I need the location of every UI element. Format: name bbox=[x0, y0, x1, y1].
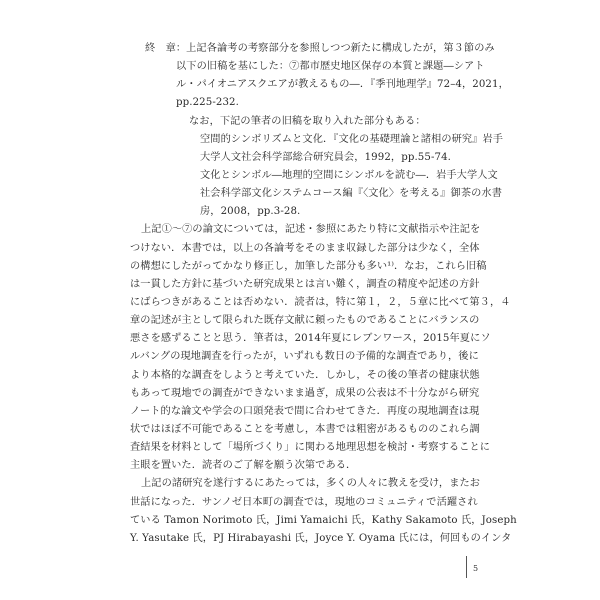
text-line: pp.225-232. bbox=[176, 97, 239, 109]
text-line: ル・パイオニアスクエアが教えるもの―．『季刊地理学』72–4，2021， bbox=[176, 79, 509, 91]
text-line: ノート的な論文や学会の口頭発表で間に合わせてきた．再度の現地調査は現 bbox=[130, 405, 480, 417]
text-line: 文化とシンボル―地理的空間にシンボルを読む―．岩手大学人文 bbox=[200, 170, 498, 181]
text-line: 以下の旧稿を基にした：⑦都市歴史地区保存の本質と課題―シアト bbox=[176, 61, 485, 73]
text-line: 章の記述が主として限られた既存文献に頼ったものであることにバランスの bbox=[130, 315, 480, 327]
text-line: 終 章：上記各論考の考察部分を参照しつつ新たに構成したが，第３節のみ bbox=[145, 43, 495, 54]
text-line: 主眼を置いた．読者のご了解を願う次第である． bbox=[130, 460, 357, 472]
text-line: なお，下記の筆者の旧稿を取り入れた部分もある： bbox=[189, 115, 426, 127]
page-number: 5 bbox=[473, 564, 479, 573]
text-line: ルバングの現地調査を行ったが，いずれも数日の予備的な調査であり，後に bbox=[130, 351, 479, 363]
text-line: は一貫した方針に基づいた研究成果とは言い難く，調査の精度や記述の方針 bbox=[130, 278, 480, 290]
text-line: 房，2008，pp.3-28. bbox=[200, 206, 301, 218]
text-line: 社会科学部文化システムコース編『〈文化〉を考える』御茶の水書 bbox=[200, 188, 502, 200]
text-line: もあって現地での調査ができないまま過ぎ，成果の公表は不十分ながら研究 bbox=[130, 387, 480, 399]
text-line: Y. Yasutake 氏，PJ Hirabayashi 氏，Joyce Y. Oyama 氏には，何回ものインタ bbox=[130, 532, 512, 544]
text-line: 状ではほぼ不可能であることを考慮し，本書では粗密があるもののこれら調 bbox=[130, 424, 480, 435]
text-line: 空間的シンボリズムと文化．『文化の基礎理論と諸相の研究』岩手 bbox=[200, 133, 504, 145]
text-line: 上記①～⑦の論文については，記述・参照にあたり特に文献指示や注記を bbox=[141, 224, 481, 236]
text-line: 悪さを感ずることと思う．筆者は，2014年夏にレブンワース，2015年夏にソ bbox=[130, 333, 491, 345]
text-line: 世話になった．サンノゼ日本町の調査では，現地のコミュニティで活躍され bbox=[130, 496, 478, 508]
text-line: 査結果を材料として「場所づくり」に関わる地理思想を検討・考察することに bbox=[130, 442, 491, 454]
text-line: より本格的な調査をしようと考えていた．しかし，その後の筆者の健康状態 bbox=[130, 369, 480, 381]
text-line: 上記の諸研究を遂行するにあたっては，多くの人々に教えを受け，またお bbox=[141, 478, 481, 490]
page-number-rule bbox=[466, 556, 467, 578]
text-line: にばらつきがあることは否めない．読者は，特に第１，２，５章に比べて第３，４ bbox=[130, 297, 511, 308]
text-line: ている Tamon Norimoto 氏，Jimi Yamaichi 氏，Kathy Sakamoto 氏，Joseph bbox=[130, 514, 517, 526]
text-line: 大学人文社会科学部総合研究員会，1992，pp.55-74. bbox=[200, 151, 451, 163]
text-line: の構想にしたがってかなり修正し，加筆した部分も多い¹⁾．なお，これら旧稿 bbox=[130, 260, 487, 272]
text-line: つけない．本書では，以上の各論考をそのまま収録した部分は少なく，全体 bbox=[130, 242, 480, 254]
